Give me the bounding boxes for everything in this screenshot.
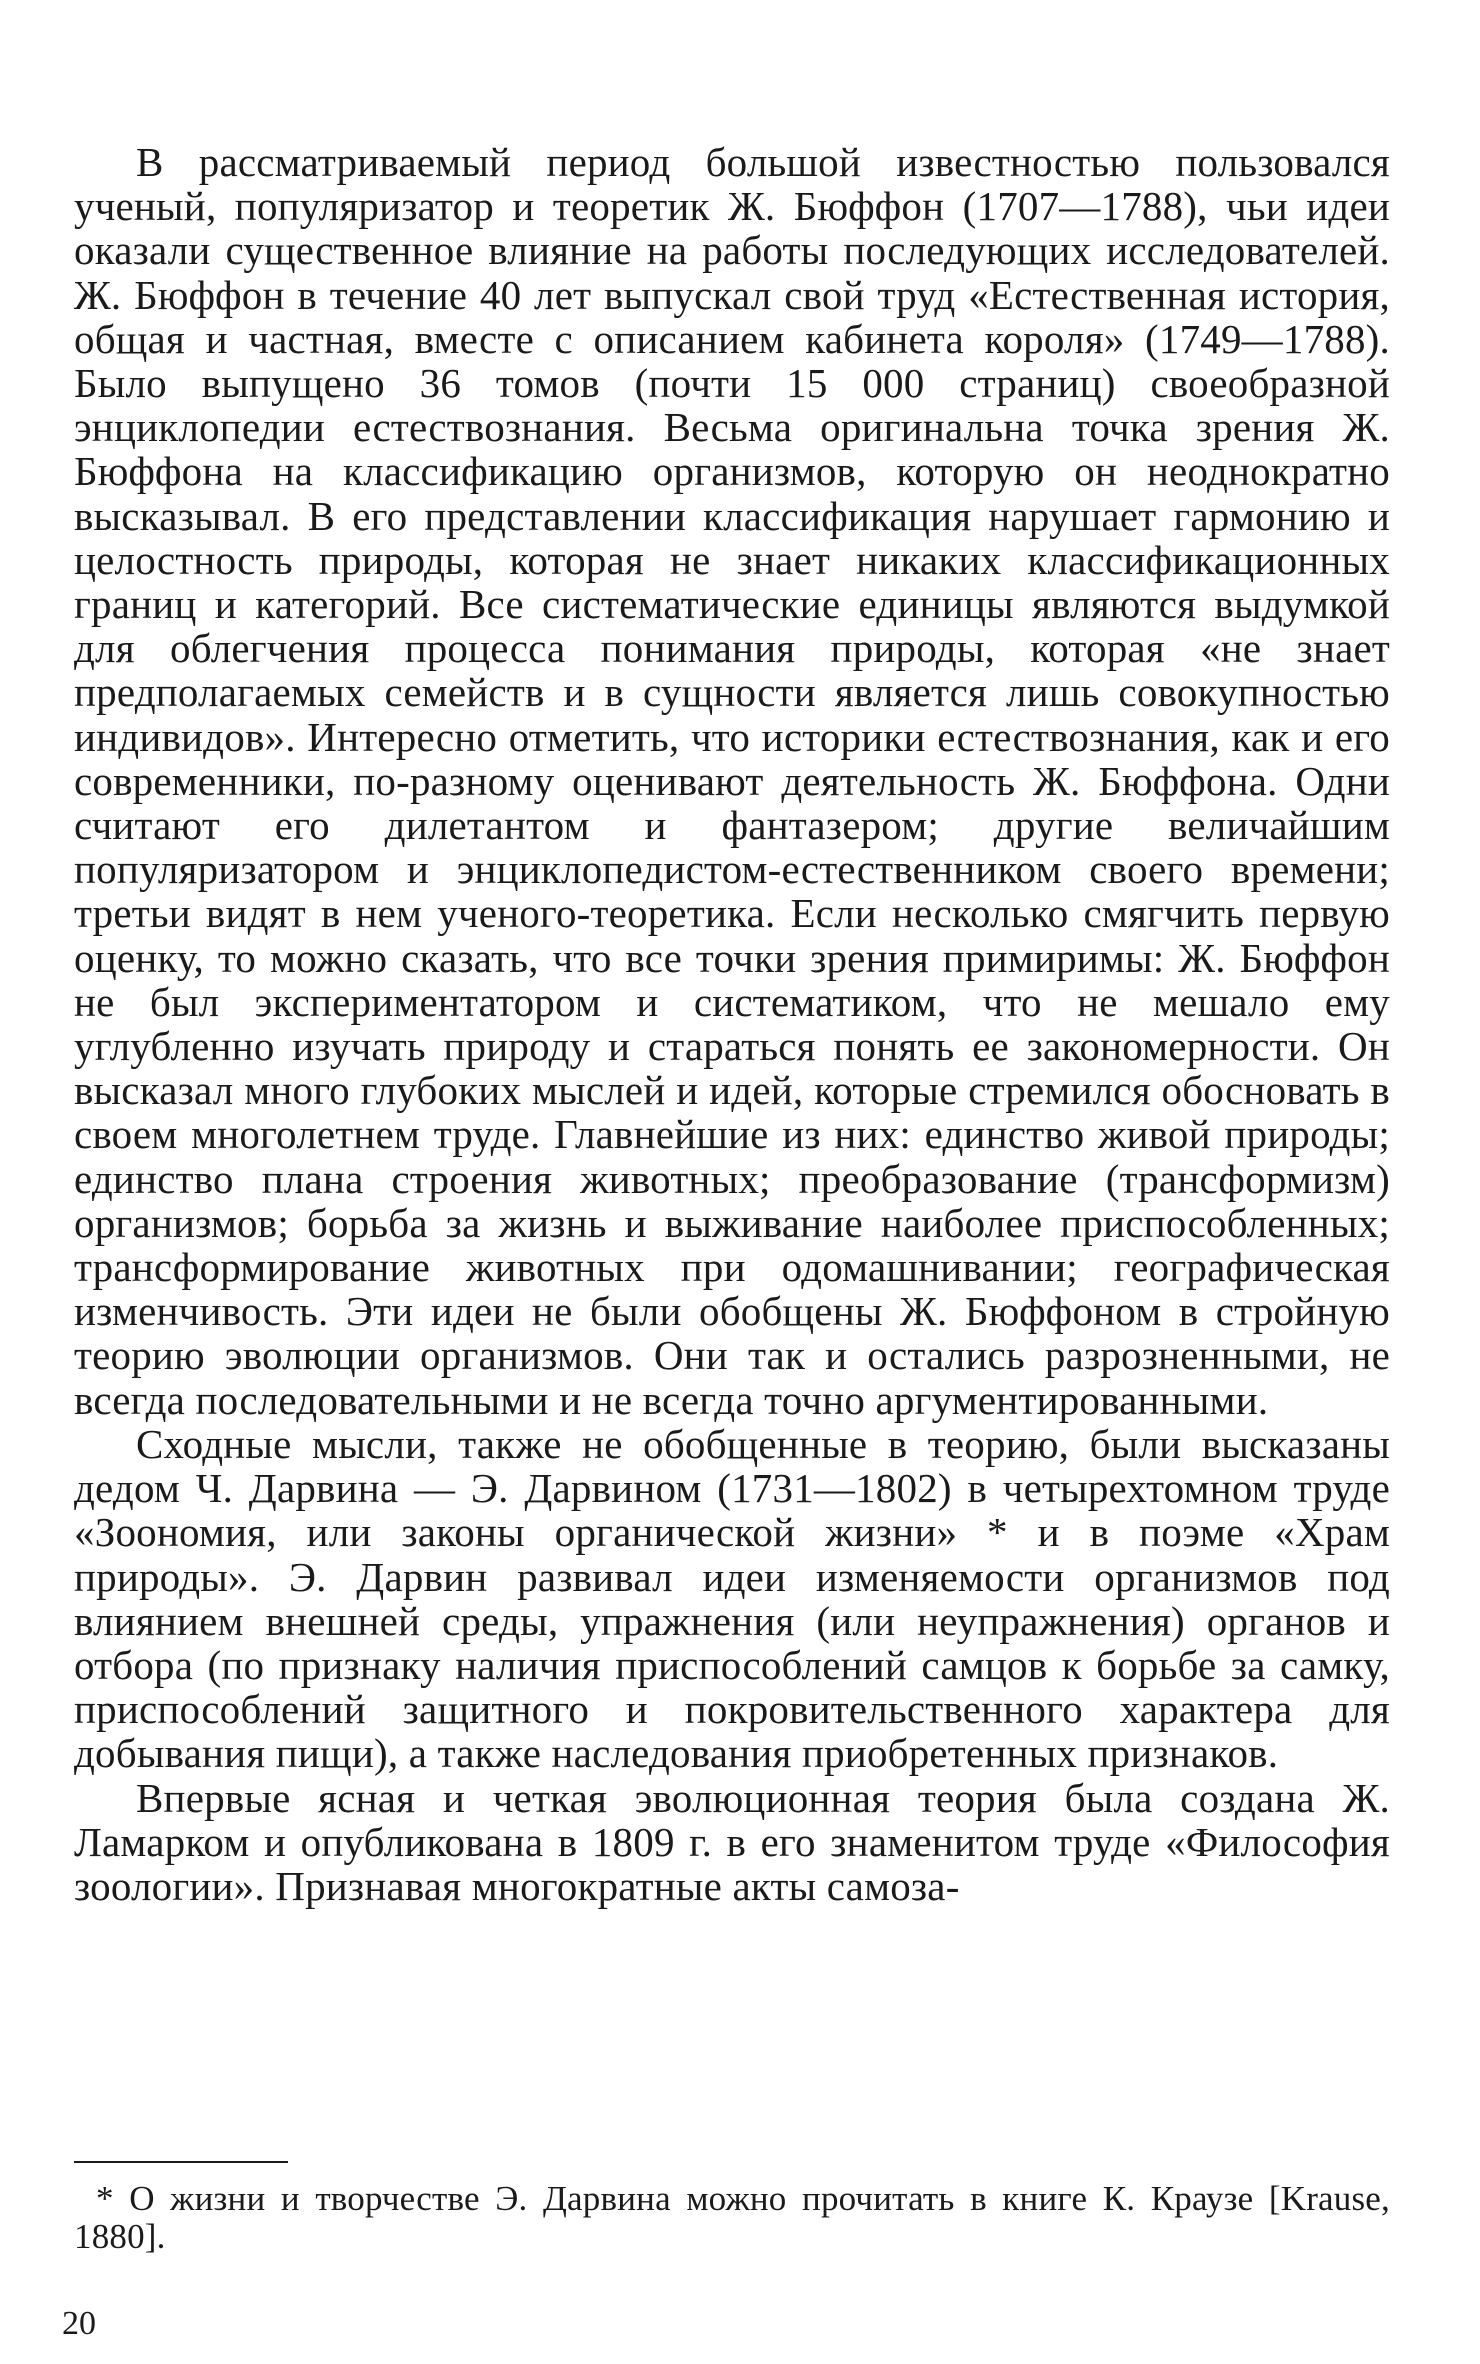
- paragraph-erasmus-darwin: Сходные мысли, также не обобщенные в теорию, были высказаны дедом Ч. Дарвина — Э. Дарвином (1731—1802) в четырехтомном труде «Зоономия, или законы органической жизни» * и в поэме «Храм природы». Э. Дарвин развивал идеи изменяемости организмов под влиянием внешней среды, упражнения (или неупражнения) органов и отбора (по признаку наличия приспособлений самцов к борьбе за самку, приспособлений защитного и покровительственного характера для добывания пищи), а также наследования приобретенных признаков.: [74, 1420, 1390, 1777]
- page-body: [74, 140, 1390, 1908]
- footnote: * О жизни и творчестве Э. Дарвина можно прочитать в книге К. Краузе [Krause, 1880].: [74, 2179, 1390, 2256]
- footnote-divider: [74, 2161, 288, 2163]
- paragraph-lamarck: Впервые ясная и четкая эволюционная теория была создана Ж. Ламарком и опубликована в 1809 г. в его знаменитом труде «Философия зоологии». Признавая многократные акты самоза-: [74, 1774, 1390, 1909]
- paragraph-buffon: В рассматриваемый период большой известностью пользовался ученый, популяризатор и теоретик Ж. Бюффон (1707—1788), чьи идеи оказали существенное влияние на работы последующих исследователей. Ж. Бюффон в течение 40 лет выпускал свой труд «Естественная история, общая и частная, вместе с описанием кабинета короля» (1749—1788). Было выпущено 36 томов (почти 15 000 страниц) своеобразной энциклопедии естествознания. Весьма оригинальна точка зрения Ж. Бюффона на классификацию организмов, которую он неоднократно высказывал. В его представлении классификация нарушает гармонию и целостность природы, которая не знает никаких классификационных границ и категорий. Все систематические единицы являются выдумкой для облегчения процесса понимания природы, которая «не знает предполагаемых семейств и в сущности является лишь совокупностью индивидов». Интересно отметить, что историки естествознания, как и его современники, по-разному оценивают деятельность Ж. Бюффона. Одни считают его дилетантом и фантазером; другие величайшим популяризатором и энциклопедистом-естественником своего времени; третьи видят в нем ученого-теоретика. Если несколько смягчить первую оценку, то можно сказать, что все точки зрения примиримы: Ж. Бюффон не был экспериментатором и систематиком, что не мешало ему углубленно изучать природу и стараться понять ее закономерности. Он высказал много глубоких мыслей и идей, которые стремился обосновать в своем многолетнем труде. Главнейшие из них: единство живой природы; единство плана строения животных; преобразование (трансформизм) организмов; борьба за жизнь и выживание наиболее приспособленных; трансформирование животных при одомашнивании; географическая изменчивость. Эти идеи не были обобщены Ж. Бюффоном в стройную теорию эволюции организмов. Они так и остались разрозненными, не всегда последовательными и не всегда точно аргументированными.: [74, 139, 1390, 1423]
- page-number: 20: [62, 2305, 96, 2342]
